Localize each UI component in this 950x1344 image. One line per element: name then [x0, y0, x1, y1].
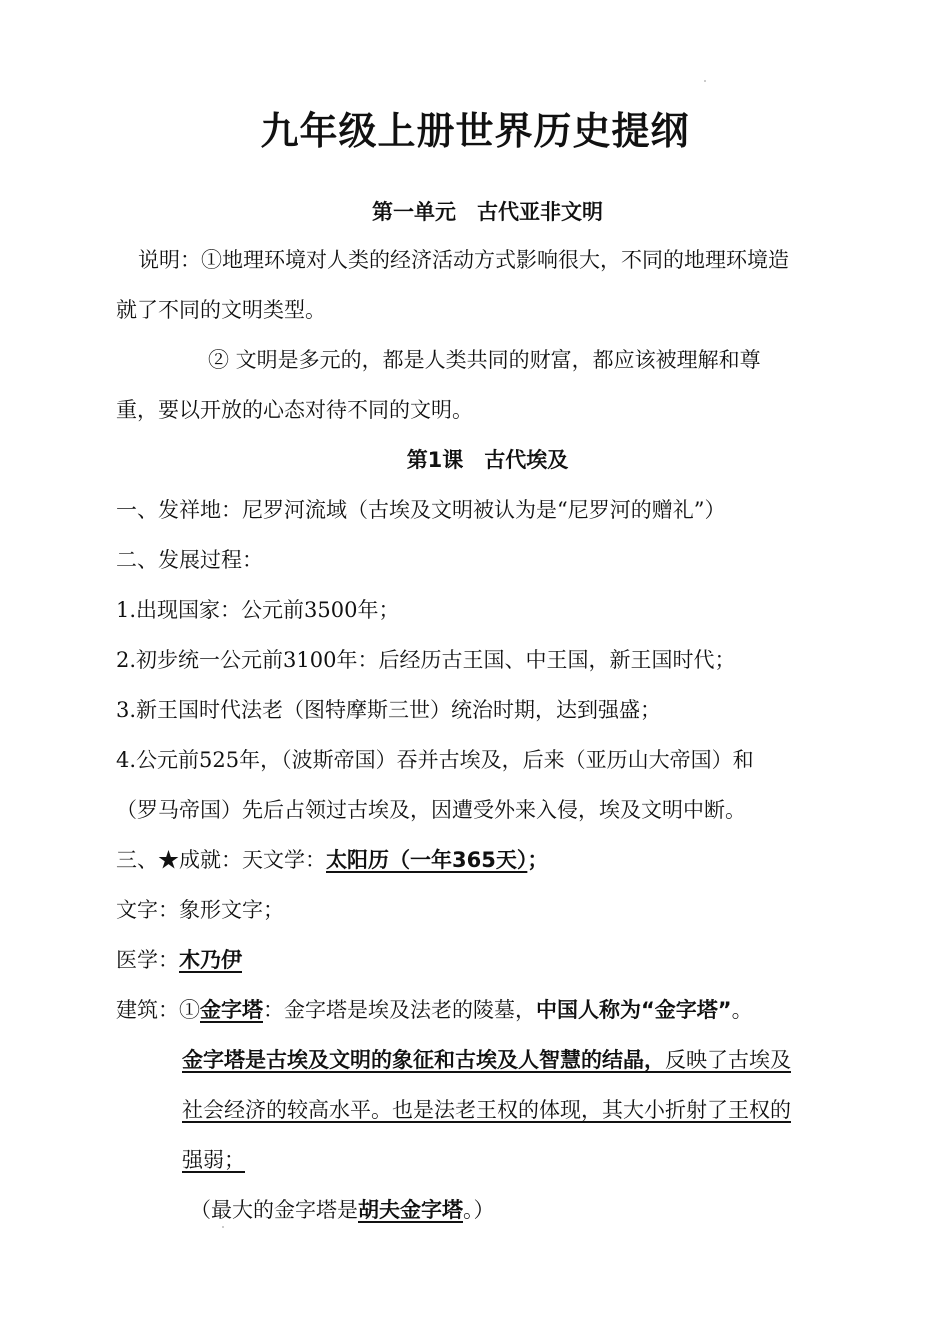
- list-item: 1.出现国家：公元前3500年；: [116, 598, 400, 622]
- section-development: 二、发展过程：: [116, 548, 263, 572]
- significance-line-3: 强弱；: [182, 1148, 245, 1172]
- solar-calendar: 太阳历（一年365天）: [326, 848, 528, 872]
- significance-line-2: 社会经济的较高水平。也是法老王权的体现，其大小折射了王权的: [182, 1098, 791, 1122]
- architecture-label: 建筑：①: [116, 998, 200, 1022]
- significance-text: 反映了古埃及: [665, 1048, 791, 1072]
- page-title: 九年级上册世界历史提纲: [260, 109, 690, 153]
- significance-line-1: [182, 1046, 791, 1074]
- architecture-bold: 中国人称为“金字塔”: [536, 998, 732, 1022]
- largest-end: 。）: [463, 1198, 495, 1222]
- architecture-line: [116, 996, 753, 1024]
- note-paragraph-2-line-2: 重，要以开放的心态对待不同的文明。: [116, 398, 473, 422]
- scan-speck: [704, 80, 706, 82]
- mummy: 木乃伊: [179, 948, 242, 972]
- khufu-pyramid: 胡夫金字塔: [358, 1198, 463, 1222]
- note-paragraph-1-line-1: [138, 246, 789, 274]
- achievements-prefix: 三、★成就：天文学：: [116, 848, 326, 872]
- astronomy-end: ；: [527, 848, 549, 872]
- list-item: 2.初步统一公元前3100年：后经历古王国、中王国，新王国时代；: [116, 648, 736, 672]
- section-origin: 一、发祥地：尼罗河流域（古埃及文明被认为是“尼罗河的赠礼”）: [116, 498, 726, 522]
- note-text: ①地理环境对人类的经济活动方式影响很大，不同的地理环境造: [201, 248, 789, 272]
- writing-line: [116, 896, 284, 924]
- medicine-label: 医学：: [116, 948, 179, 972]
- architecture-text: ：金字塔是埃及法老的陵墓，: [263, 998, 536, 1022]
- list-item: （罗马帝国）先后占领过古埃及，因遭受外来入侵，埃及文明中断。: [116, 798, 746, 822]
- medicine-line: [116, 946, 242, 974]
- note-paragraph-2-line-1: ② 文明是多元的，都是人类共同的财富，都应该被理解和尊: [208, 348, 761, 372]
- list-item: 3.新王国时代法老（图特摩斯三世）统治时期，达到强盛；: [116, 698, 662, 722]
- largest-text: （最大的金字塔是: [190, 1198, 358, 1222]
- writing-label: 文字：: [116, 898, 179, 922]
- largest-pyramid-line: [190, 1196, 495, 1224]
- note-paragraph-1-line-2: 就了不同的文明类型。: [116, 298, 326, 322]
- list-item: 4.公元前525年，（波斯帝国）吞并古埃及，后来（亚历山大帝国）和: [116, 748, 754, 772]
- writing-value: 象形文字；: [179, 898, 284, 922]
- section-achievements: [116, 846, 548, 874]
- note-label: 说明：: [138, 248, 201, 272]
- scan-speck: [222, 1226, 224, 1228]
- lesson-heading: 第1课 古代埃及: [406, 448, 569, 472]
- unit-heading: 第一单元 古代亚非文明: [372, 200, 603, 224]
- pyramid: 金字塔: [200, 998, 263, 1022]
- architecture-end: 。: [731, 998, 753, 1022]
- significance-bold: 金字塔是古埃及文明的象征和古埃及人智慧的结晶，: [182, 1048, 665, 1072]
